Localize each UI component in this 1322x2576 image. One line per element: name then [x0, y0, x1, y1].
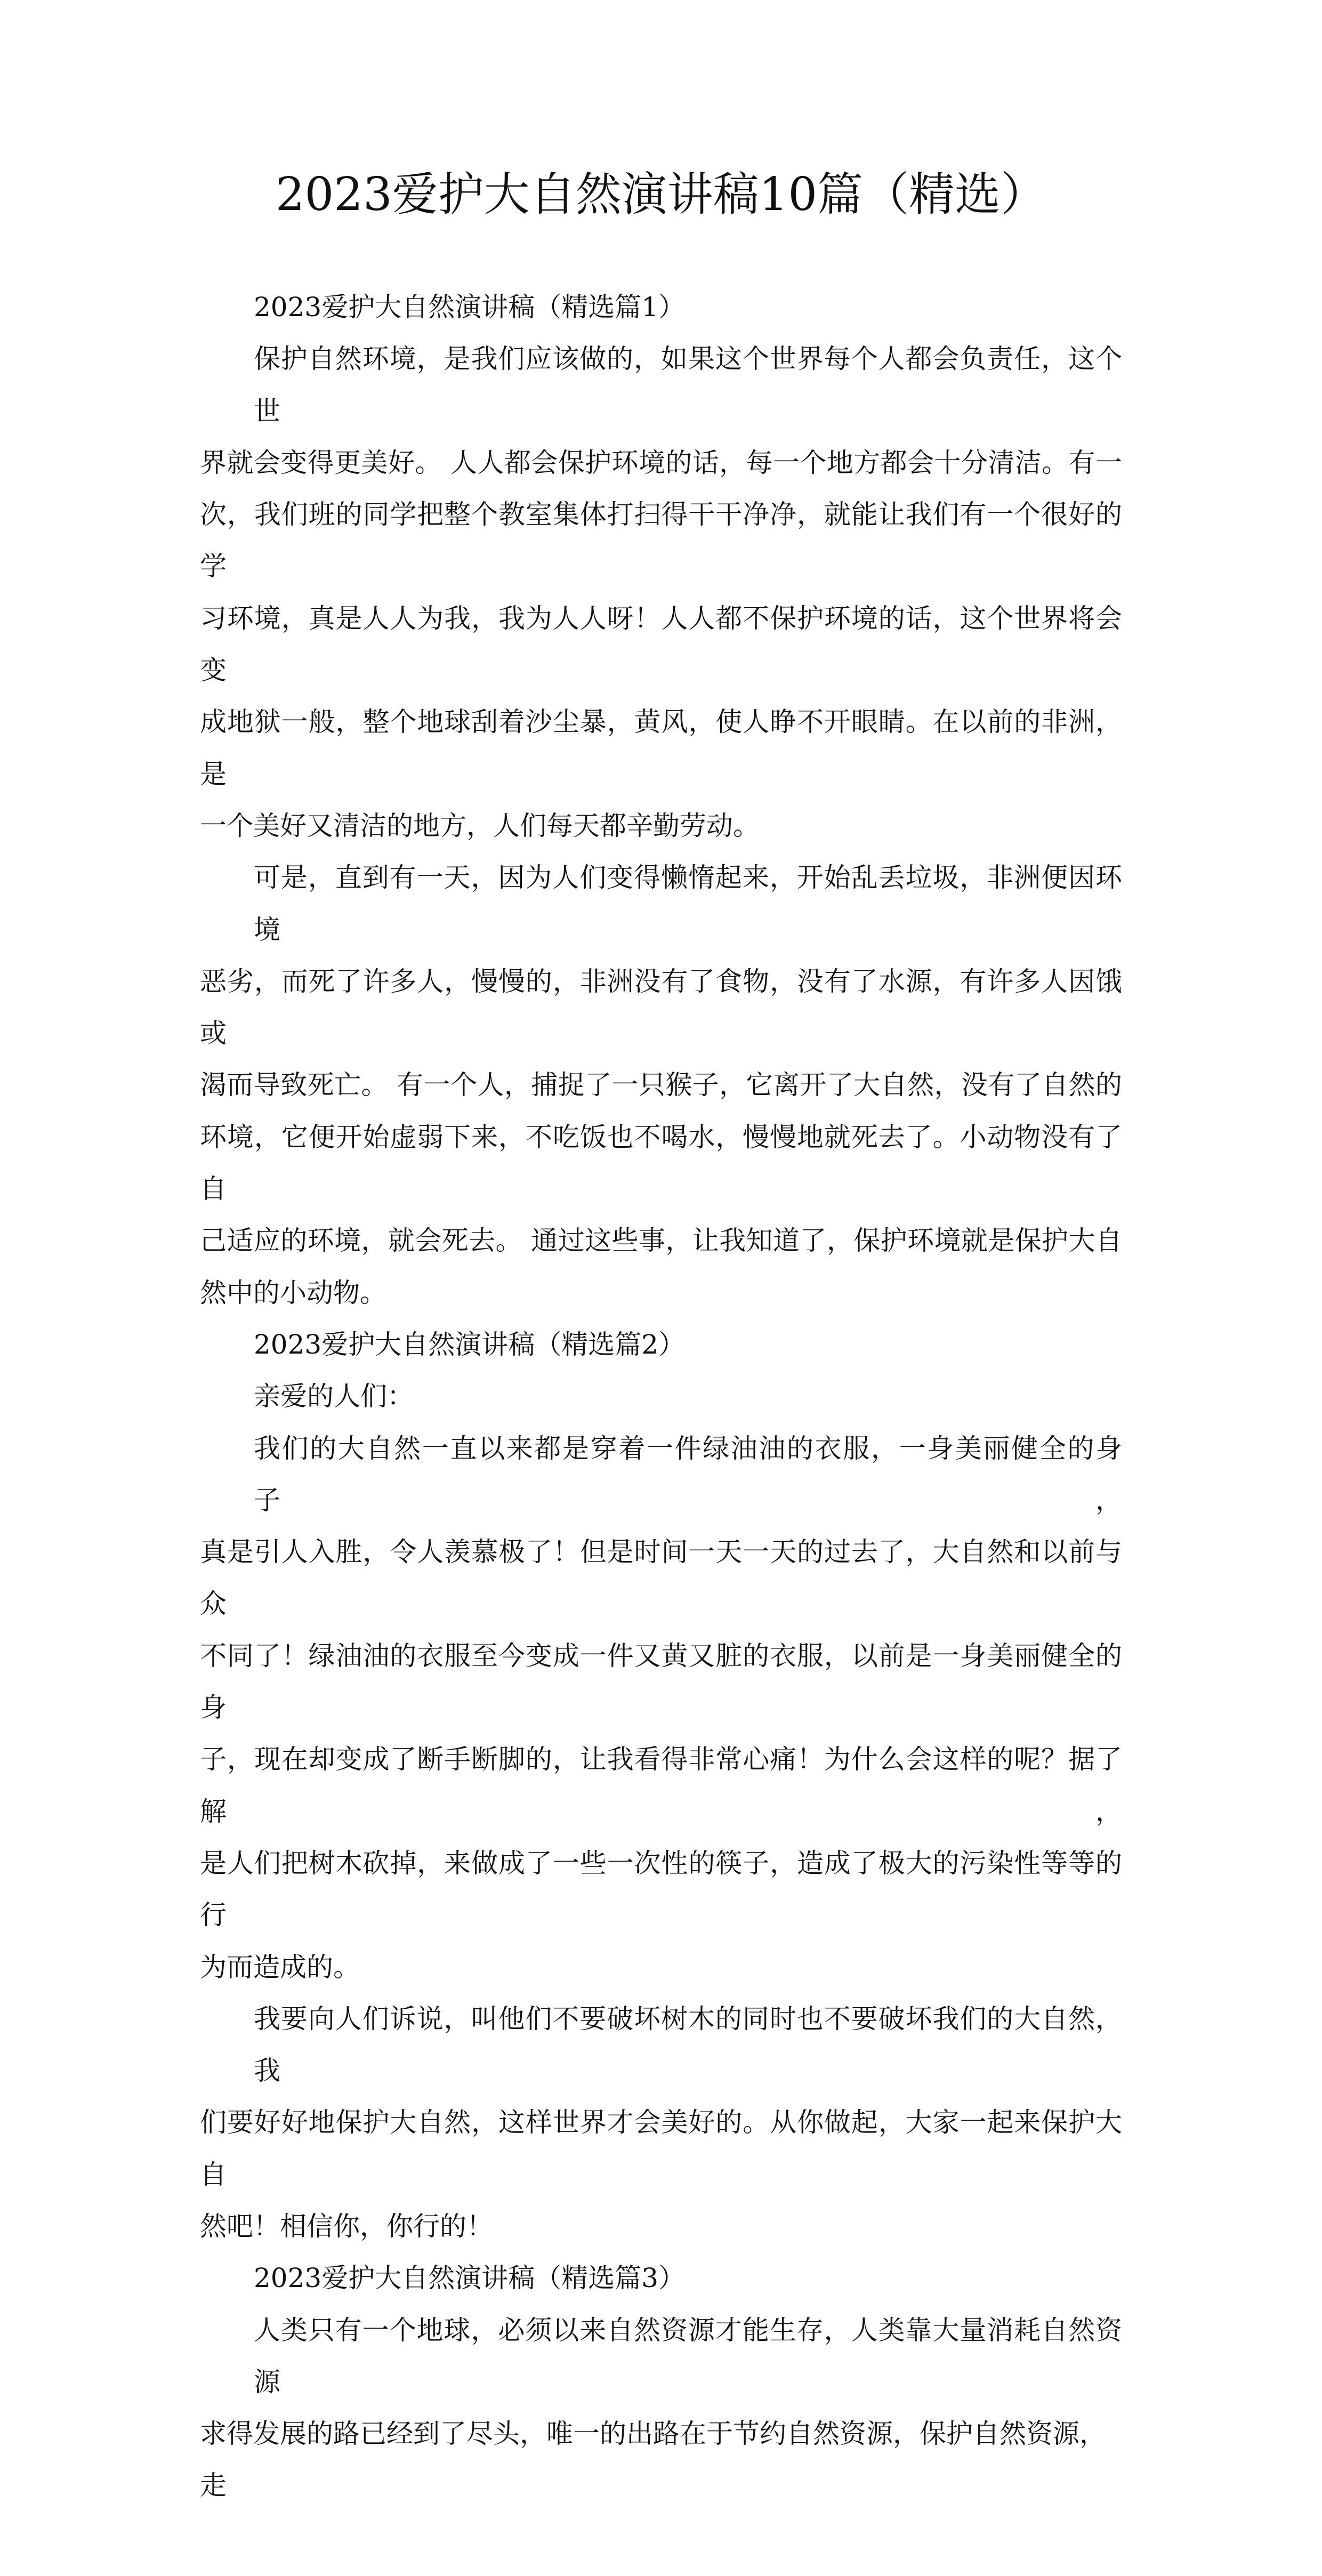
paragraph-line: 真是引人入胜，令人羡慕极了！但是时间一天一天的过去了，大自然和以前与众: [200, 1536, 1122, 1620]
paragraph-line: 我要向人们诉说，叫他们不要破坏树木的同时也不要破坏我们的大自然，我: [254, 2003, 1122, 2087]
document-title: 2023爱护大自然演讲稿10篇（精选）: [275, 168, 1047, 221]
paragraph-line: 求得发展的路已经到了尽头，唯一的出路在于节约自然资源，保护自然资源，走: [200, 2418, 1106, 2501]
paragraph-line: 保护自然环境，是我们应该做的，如果这个世界每个人都会负责任，这个世: [254, 343, 1122, 426]
paragraph-line: 可是，直到有一天，因为人们变得懒惰起来，开始乱丢垃圾，非洲便因环境: [254, 862, 1122, 945]
paragraph-line: 己适应的环境，就会死去。 通过这些事，让我知道了，保护环境就是保护大自: [200, 1225, 1122, 1257]
paragraph-line: 成地狱一般，整个地球刮着沙尘暴，黄风，使人睁不开眼睛。在以前的非洲，是: [200, 706, 1122, 790]
paragraph-line: 然中的小动物。: [200, 1277, 386, 1308]
paragraph-line: 渴而导致死亡。 有一个人，捕捉了一只猴子，它离开了大自然，没有了自然的: [200, 1069, 1122, 1101]
paragraph-line: 恶劣，而死了许多人，慢慢的，非洲没有了食物，没有了水源，有许多人因饿或: [200, 965, 1122, 1049]
paragraph-line: 不同了！绿油油的衣服至今变成一件又黄又脏的衣服，以前是一身美丽健全的身: [200, 1640, 1122, 1724]
paragraph-line: 习环境，真是人人为我，我为人人呀！人人都不保护环境的话，这个世界将会变: [200, 602, 1122, 686]
paragraph-line: 我们的大自然一直以来都是穿着一件绿油油的衣服，一身美丽健全的身子，: [254, 1432, 1122, 1516]
section-heading: 2023爱护大自然演讲稿（精选篇3）: [254, 2263, 686, 2294]
section-heading: 2023爱护大自然演讲稿（精选篇2）: [254, 1329, 686, 1360]
document-body: [200, 281, 1122, 2512]
paragraph-line: 一个美好又清洁的地方，人们每天都辛勤劳动。: [200, 810, 760, 841]
paragraph-line: 界就会变得更美好。 人人都会保护环境的话，每一个地方都会十分清洁。有一: [200, 447, 1122, 478]
paragraph-line: 为而造成的。: [200, 1951, 360, 1983]
section-heading: 2023爱护大自然演讲稿（精选篇1）: [254, 292, 686, 323]
paragraph-line: 然吧！相信你，你行的！: [200, 2210, 493, 2242]
paragraph-line: 次，我们班的同学把整个教室集体打扫得干干净净，就能让我们有一个很好的学: [200, 499, 1122, 582]
paragraph-line: 人类只有一个地球，必须以来自然资源才能生存，人类靠大量消耗自然资源: [254, 2314, 1122, 2397]
paragraph-line: 环境，它便开始虚弱下来，不吃饭也不喝水，慢慢地就死去了。小动物没有了自: [200, 1121, 1122, 1205]
paragraph-line: 亲爱的人们：: [254, 1381, 414, 1412]
paragraph-line: 们要好好地保护大自然，这样世界才会美好的。从你做起，大家一起来保护大自: [200, 2107, 1122, 2190]
paragraph-line: 是人们把树木砍掉，来做成了一些一次性的筷子，造成了极大的污染性等等的行: [200, 1847, 1122, 1931]
paragraph-line: 子，现在却变成了断手断脚的，让我看得非常心痛！为什么会这样的呢？据了解，: [200, 1744, 1122, 1827]
